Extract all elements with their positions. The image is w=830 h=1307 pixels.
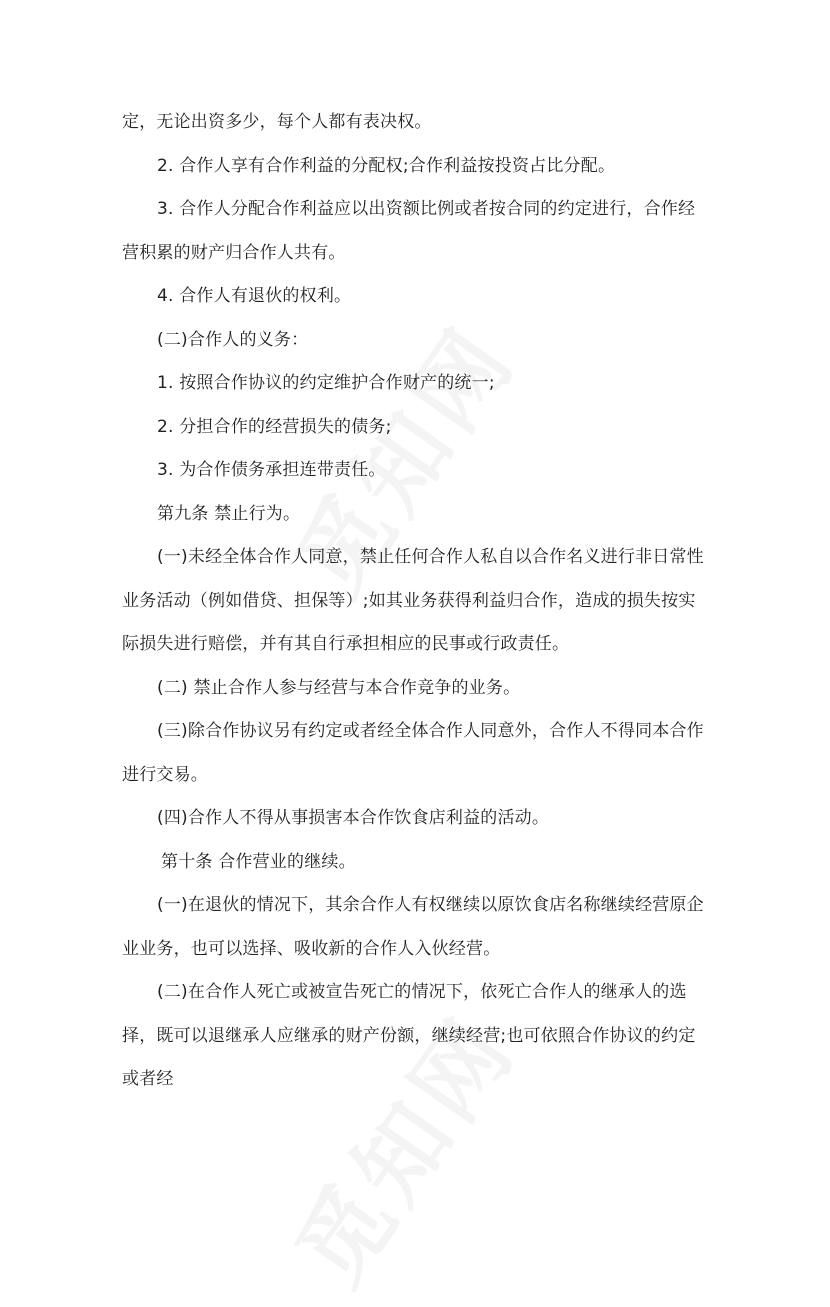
paragraph: (二) 禁止合作人参与经营与本合作竞争的业务。 bbox=[157, 677, 521, 698]
paragraph: 3. 为合作债务承担连带责任。 bbox=[157, 460, 386, 480]
paragraph: (二)在合作人死亡或被宣告死亡的情况下，依死亡合作人的继承人的选择，既可以退继承人应继承的财产份额，继续经营;也可依照合作协议的约定或者经 bbox=[122, 982, 696, 1089]
section-heading: 第十条 合作营业的继续。 bbox=[161, 851, 356, 872]
paragraph: 3. 合作人分配合作利益应以出资额比例或者按合同的约定进行，合作经营积累的财产归合作人共有。 bbox=[122, 199, 696, 263]
paragraph: (三)除合作协议另有约定或者经全体合作人同意外，合作人不得同本合作进行交易。 bbox=[122, 721, 704, 785]
paragraph: (一)在退伙的情况下，其余合作人有权继续以原饮食店名称继续经营原企业业务，也可以选择、吸收新的合作人入伙经营。 bbox=[122, 895, 704, 959]
paragraph: 2. 合作人享有合作利益的分配权;合作利益按投资占比分配。 bbox=[157, 155, 616, 176]
paragraph: (一)未经全体合作人同意，禁止任何合作人私自以合作名义进行非日常性业务活动（例如借贷、担保等）;如其业务获得利益归合作，造成的损失按实际损失进行赔偿，并有其自行承担相应的民事或行政责任。 bbox=[122, 547, 704, 654]
paragraph: (四)合作人不得从事损害本合作饮食店利益的活动。 bbox=[157, 808, 550, 828]
paragraph: 4. 合作人有退伙的权利。 bbox=[157, 286, 352, 306]
section-heading: 第九条 禁止行为。 bbox=[157, 503, 301, 524]
paragraph: 1. 按照合作协议的约定维护合作财产的统一; bbox=[157, 373, 495, 393]
paragraph: (二)合作人的义务： bbox=[157, 329, 309, 350]
paragraph: 2. 分担合作的经营损失的债务; bbox=[157, 416, 392, 437]
document-body bbox=[122, 101, 712, 1102]
paragraph: 定，无论出资多少，每个人都有表决权。 bbox=[122, 112, 432, 132]
